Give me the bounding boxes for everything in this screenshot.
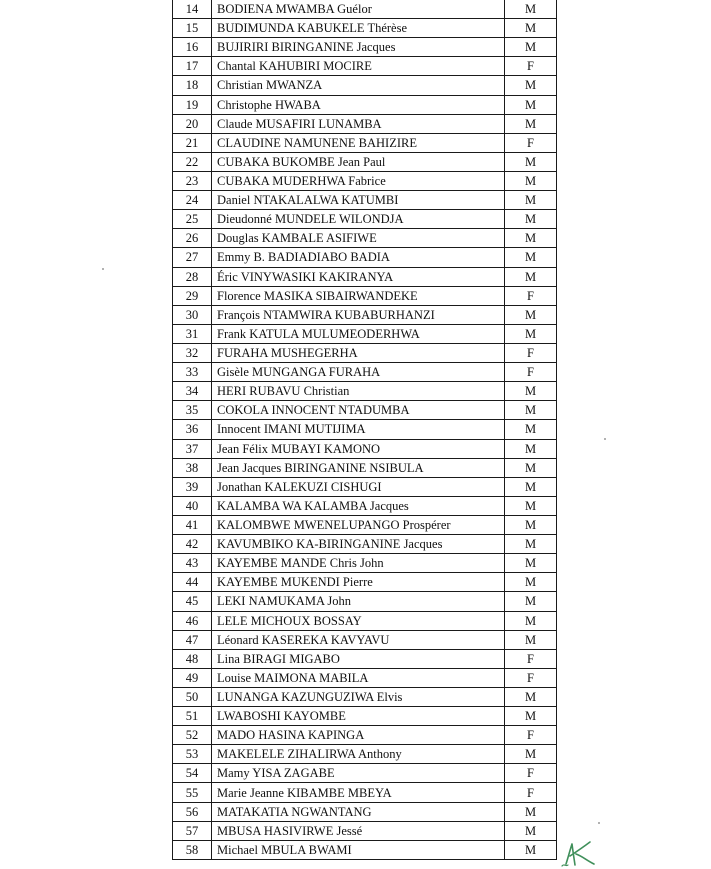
scan-speck <box>102 268 104 270</box>
participant-name: Louise MAIMONA MABILA <box>212 668 505 687</box>
table-row <box>173 152 557 171</box>
row-number: 22 <box>173 152 212 171</box>
row-number: 42 <box>173 535 212 554</box>
participant-sex: M <box>505 573 557 592</box>
row-number: 30 <box>173 305 212 324</box>
participant-name: BODIENA MWAMBA Guélor <box>212 0 505 19</box>
table-row <box>173 802 557 821</box>
participant-sex: F <box>505 286 557 305</box>
participant-name: Douglas KAMBALE ASIFIWE <box>212 229 505 248</box>
table-row <box>173 267 557 286</box>
table-row <box>173 286 557 305</box>
row-number: 36 <box>173 420 212 439</box>
participant-sex: F <box>505 764 557 783</box>
participant-sex: M <box>505 95 557 114</box>
participant-sex: M <box>505 630 557 649</box>
table-row <box>173 840 557 859</box>
participant-sex: F <box>505 726 557 745</box>
table-row <box>173 76 557 95</box>
participant-sex: M <box>505 229 557 248</box>
participant-sex: F <box>505 363 557 382</box>
participant-sex: M <box>505 515 557 534</box>
table-row <box>173 95 557 114</box>
row-number: 29 <box>173 286 212 305</box>
participant-sex: M <box>505 477 557 496</box>
participant-sex: M <box>505 707 557 726</box>
participant-sex: M <box>505 802 557 821</box>
row-number: 26 <box>173 229 212 248</box>
signature-mark <box>560 836 600 868</box>
participant-name: Claude MUSAFIRI LUNAMBA <box>212 114 505 133</box>
row-number: 34 <box>173 382 212 401</box>
table-row <box>173 821 557 840</box>
row-number: 44 <box>173 573 212 592</box>
participant-name: Lina BIRAGI MIGABO <box>212 649 505 668</box>
participant-sex: F <box>505 133 557 152</box>
row-number: 47 <box>173 630 212 649</box>
row-number: 35 <box>173 401 212 420</box>
row-number: 41 <box>173 515 212 534</box>
participant-name: Chantal KAHUBIRI MOCIRE <box>212 57 505 76</box>
participant-name: MBUSA HASIVIRWE Jessé <box>212 821 505 840</box>
participant-sex: F <box>505 783 557 802</box>
table-row <box>173 133 557 152</box>
table-row <box>173 229 557 248</box>
participant-name: Daniel NTAKALALWA KATUMBI <box>212 191 505 210</box>
row-number: 45 <box>173 592 212 611</box>
table-row <box>173 191 557 210</box>
row-number: 50 <box>173 687 212 706</box>
participant-sex: M <box>505 171 557 190</box>
row-number: 32 <box>173 343 212 362</box>
participant-sex: M <box>505 401 557 420</box>
participant-name: KAYEMBE MANDE Chris John <box>212 554 505 573</box>
row-number: 25 <box>173 210 212 229</box>
participant-name: Dieudonné MUNDELE WILONDJA <box>212 210 505 229</box>
table-row <box>173 38 557 57</box>
participant-name: Frank KATULA MULUMEODERHWA <box>212 324 505 343</box>
participant-sex: M <box>505 210 557 229</box>
participant-name: Léonard KASEREKA KAVYAVU <box>212 630 505 649</box>
row-number: 20 <box>173 114 212 133</box>
row-number: 33 <box>173 363 212 382</box>
participants-table <box>172 0 557 860</box>
participant-name: Jean Félix MUBAYI KAMONO <box>212 439 505 458</box>
table-row <box>173 649 557 668</box>
participant-name: FURAHA MUSHEGERHA <box>212 343 505 362</box>
participant-name: MATAKATIA NGWANTANG <box>212 802 505 821</box>
participant-name: KAVUMBIKO KA-BIRINGANINE Jacques <box>212 535 505 554</box>
row-number: 57 <box>173 821 212 840</box>
participant-sex: F <box>505 668 557 687</box>
table-row <box>173 630 557 649</box>
row-number: 23 <box>173 171 212 190</box>
participant-name: MAKELELE ZIHALIRWA Anthony <box>212 745 505 764</box>
participant-name: Christian MWANZA <box>212 76 505 95</box>
participant-name: KALOMBWE MWENELUPANGO Prospérer <box>212 515 505 534</box>
row-number: 18 <box>173 76 212 95</box>
row-number: 19 <box>173 95 212 114</box>
participant-name: Michael MBULA BWAMI <box>212 840 505 859</box>
row-number: 27 <box>173 248 212 267</box>
participant-sex: F <box>505 343 557 362</box>
participant-sex: M <box>505 248 557 267</box>
row-number: 16 <box>173 38 212 57</box>
table-row <box>173 745 557 764</box>
participant-sex: M <box>505 840 557 859</box>
participant-sex: M <box>505 191 557 210</box>
table-row <box>173 458 557 477</box>
participant-name: CUBAKA MUDERHWA Fabrice <box>212 171 505 190</box>
participant-sex: M <box>505 439 557 458</box>
participant-sex: F <box>505 649 557 668</box>
participant-name: LEKI NAMUKAMA John <box>212 592 505 611</box>
participant-sex: M <box>505 535 557 554</box>
participant-name: BUJIRIRI BIRINGANINE Jacques <box>212 38 505 57</box>
row-number: 52 <box>173 726 212 745</box>
participant-name: CUBAKA BUKOMBE Jean Paul <box>212 152 505 171</box>
participant-name: Mamy YISA ZAGABE <box>212 764 505 783</box>
participant-name: François NTAMWIRA KUBABURHANZI <box>212 305 505 324</box>
row-number: 15 <box>173 19 212 38</box>
row-number: 28 <box>173 267 212 286</box>
participant-name: Marie Jeanne KIBAMBE MBEYA <box>212 783 505 802</box>
participant-sex: M <box>505 152 557 171</box>
row-number: 40 <box>173 496 212 515</box>
table-row <box>173 114 557 133</box>
table-row <box>173 305 557 324</box>
row-number: 39 <box>173 477 212 496</box>
table-row <box>173 535 557 554</box>
table-row <box>173 496 557 515</box>
row-number: 53 <box>173 745 212 764</box>
table-row <box>173 0 557 19</box>
table-row <box>173 611 557 630</box>
row-number: 24 <box>173 191 212 210</box>
participant-sex: M <box>505 745 557 764</box>
participant-name: Emmy B. BADIADIABO BADIA <box>212 248 505 267</box>
participant-sex: M <box>505 382 557 401</box>
row-number: 49 <box>173 668 212 687</box>
table-row <box>173 363 557 382</box>
table-row <box>173 764 557 783</box>
participant-name: BUDIMUNDA KABUKELE Thérèse <box>212 19 505 38</box>
participant-name: Florence MASIKA SIBAIRWANDEKE <box>212 286 505 305</box>
participant-name: LUNANGA KAZUNGUZIWA Elvis <box>212 687 505 706</box>
table-row <box>173 515 557 534</box>
table-row <box>173 248 557 267</box>
table-row <box>173 343 557 362</box>
participant-sex: M <box>505 76 557 95</box>
table-row <box>173 554 557 573</box>
participant-name: KAYEMBE MUKENDI Pierre <box>212 573 505 592</box>
table-row <box>173 783 557 802</box>
participant-name: LELE MICHOUX BOSSAY <box>212 611 505 630</box>
row-number: 55 <box>173 783 212 802</box>
participant-name: COKOLA INNOCENT NTADUMBA <box>212 401 505 420</box>
participant-sex: M <box>505 554 557 573</box>
table-row <box>173 57 557 76</box>
row-number: 31 <box>173 324 212 343</box>
table-row <box>173 439 557 458</box>
participant-sex: M <box>505 114 557 133</box>
row-number: 51 <box>173 707 212 726</box>
participant-name: Christophe HWABA <box>212 95 505 114</box>
table-row <box>173 726 557 745</box>
scan-speck <box>604 438 606 440</box>
participant-sex: M <box>505 267 557 286</box>
participant-name: MADO HASINA KAPINGA <box>212 726 505 745</box>
row-number: 37 <box>173 439 212 458</box>
participant-sex: M <box>505 496 557 515</box>
row-number: 38 <box>173 458 212 477</box>
table-row <box>173 668 557 687</box>
participant-name: Jean Jacques BIRINGANINE NSIBULA <box>212 458 505 477</box>
row-number: 54 <box>173 764 212 783</box>
participants-table-body <box>173 0 557 859</box>
participant-sex: M <box>505 38 557 57</box>
participant-sex: M <box>505 821 557 840</box>
participant-sex: F <box>505 57 557 76</box>
table-row <box>173 420 557 439</box>
participant-name: Jonathan KALEKUZI CISHUGI <box>212 477 505 496</box>
participant-sex: M <box>505 0 557 19</box>
row-number: 48 <box>173 649 212 668</box>
table-row <box>173 707 557 726</box>
row-number: 17 <box>173 57 212 76</box>
participant-name: LWABOSHI KAYOMBE <box>212 707 505 726</box>
row-number: 46 <box>173 611 212 630</box>
table-row <box>173 19 557 38</box>
participant-name: Éric VINYWASIKI KAKIRANYA <box>212 267 505 286</box>
table-row <box>173 382 557 401</box>
participant-sex: M <box>505 687 557 706</box>
table-row <box>173 401 557 420</box>
participant-name: Innocent IMANI MUTIJIMA <box>212 420 505 439</box>
row-number: 21 <box>173 133 212 152</box>
row-number: 14 <box>173 0 212 19</box>
participant-sex: M <box>505 305 557 324</box>
table-row <box>173 592 557 611</box>
participant-name: HERI RUBAVU Christian <box>212 382 505 401</box>
scan-speck <box>598 822 600 824</box>
participant-sex: M <box>505 420 557 439</box>
table-row <box>173 171 557 190</box>
table-row <box>173 210 557 229</box>
participant-sex: M <box>505 458 557 477</box>
table-row <box>173 324 557 343</box>
participant-sex: M <box>505 611 557 630</box>
table-row <box>173 477 557 496</box>
row-number: 56 <box>173 802 212 821</box>
participant-name: KALAMBA WA KALAMBA Jacques <box>212 496 505 515</box>
table-row <box>173 687 557 706</box>
participant-name: CLAUDINE NAMUNENE BAHIZIRE <box>212 133 505 152</box>
participant-name: Gisèle MUNGANGA FURAHA <box>212 363 505 382</box>
table-row <box>173 573 557 592</box>
row-number: 43 <box>173 554 212 573</box>
participant-sex: M <box>505 324 557 343</box>
row-number: 58 <box>173 840 212 859</box>
participant-sex: M <box>505 19 557 38</box>
participant-sex: M <box>505 592 557 611</box>
